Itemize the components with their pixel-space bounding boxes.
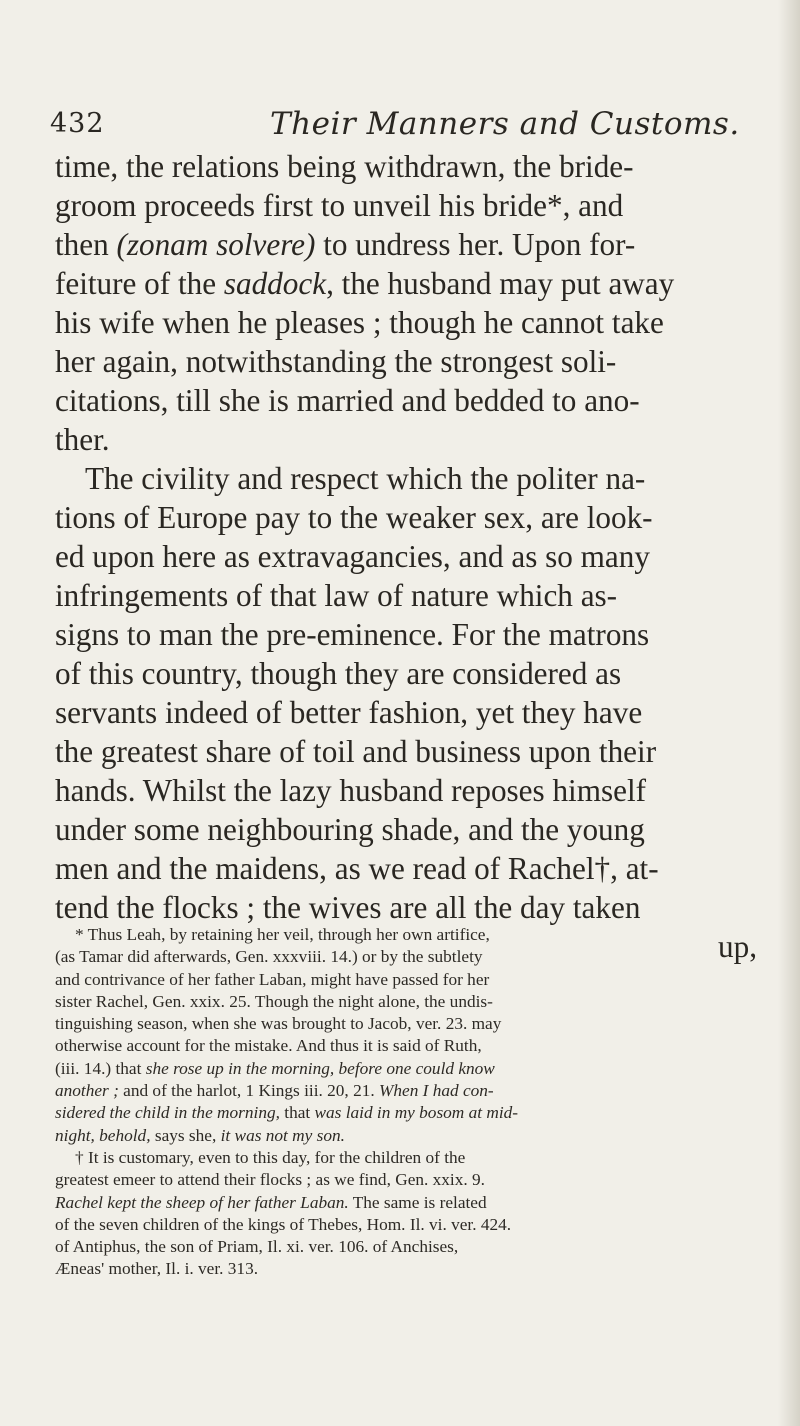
text-line: tions of Europe pay to the weaker sex, are look- bbox=[55, 500, 653, 535]
text-line: citations, till she is married and bedded to ano- bbox=[55, 383, 640, 418]
page-edge-shadow bbox=[778, 0, 800, 1426]
footnote-line: another ; and of the harlot, 1 Kings iii. 20, 21. When I had con- bbox=[55, 1081, 494, 1101]
running-head: Their Manners and Customs. bbox=[270, 106, 740, 142]
text-line: of this country, though they are considered as bbox=[55, 656, 622, 691]
footnote-marker-dagger: † bbox=[594, 851, 611, 886]
text-line: then (zonam solvere) to undress her. Upon for- bbox=[55, 227, 636, 262]
footnote-marker-asterisk: * bbox=[546, 188, 563, 223]
catchword: up, bbox=[718, 929, 757, 964]
footnote-line: (iii. 14.) that she rose up in the morning, before one could know bbox=[55, 1058, 495, 1078]
footnote-line: sidered the child in the morning, that was laid in my bosom at mid- bbox=[55, 1103, 519, 1123]
text-line: hands. Whilst the lazy husband reposes himself bbox=[55, 773, 647, 808]
text-line: ed upon here as extravagancies, and as so many bbox=[55, 539, 650, 574]
text-line: infringements of that law of nature which as- bbox=[55, 578, 618, 613]
text-line: his wife when he pleases ; though he cannot take bbox=[55, 305, 664, 340]
italic-term: saddock bbox=[223, 266, 327, 301]
text-line: groom proceeds first to unveil his bride*, and bbox=[55, 188, 624, 223]
footnote-line: tinguishing season, when she was brought to Jacob, ver. 23. may bbox=[55, 1014, 502, 1034]
footnote-line: sister Rachel, Gen. xxix. 25. Though the night alone, the undis- bbox=[55, 991, 493, 1011]
page-header bbox=[50, 108, 770, 148]
text-line: the greatest share of toil and business upon their bbox=[55, 734, 657, 769]
footnote-line: Æneas' mother, Il. i. ver. 313. bbox=[55, 1259, 259, 1279]
footnote-line: and contrivance of her father Laban, might have passed for her bbox=[55, 969, 490, 989]
text-line: signs to man the pre-eminence. For the matrons bbox=[55, 617, 650, 652]
footnote-line: night, behold, says she, it was not my son. bbox=[55, 1125, 345, 1145]
footnote-line: * Thus Leah, by retaining her veil, through her own artifice, bbox=[75, 925, 490, 944]
text-line: men and the maidens, as we read of Rachel†, at- bbox=[55, 851, 659, 886]
footnote-line: otherwise account for the mistake. And thus it is said of Ruth, bbox=[55, 1036, 482, 1056]
footnote-line: † It is customary, even to this day, for the children of the bbox=[75, 1147, 466, 1167]
italic-phrase: (zonam solvere) bbox=[116, 227, 316, 262]
footnote-line: of Antiphus, the son of Priam, Il. xi. ver. 106. of Anchises, bbox=[55, 1237, 459, 1257]
text-line: under some neighbouring shade, and the young bbox=[55, 812, 645, 847]
footnote-line: (as Tamar did afterwards, Gen. xxxviii. 14.) or by the subtlety bbox=[55, 947, 483, 967]
paragraph-start-line: The civility and respect which the politer na- bbox=[85, 461, 646, 496]
footnote-line: Rachel kept the sheep of her father Laban. The same is related bbox=[55, 1192, 487, 1212]
main-text bbox=[55, 147, 767, 966]
text-line: tend the flocks ; the wives are all the day taken bbox=[55, 890, 641, 925]
text-line: servants indeed of better fashion, yet they have bbox=[55, 695, 643, 730]
footnote-line: of the seven children of the kings of Thebes, Hom. Il. vi. ver. 424. bbox=[55, 1214, 512, 1234]
text-line: time, the relations being withdrawn, the bride- bbox=[55, 149, 634, 184]
footnote-line: greatest emeer to attend their flocks ; as we find, Gen. xxix. 9. bbox=[55, 1170, 485, 1190]
text-line: ther. bbox=[55, 422, 110, 457]
text-line: feiture of the saddock, the husband may put away bbox=[55, 266, 675, 301]
page-number: 432 bbox=[50, 108, 105, 139]
text-line: her again, notwithstanding the strongest soli- bbox=[55, 344, 617, 379]
footnotes bbox=[55, 924, 767, 1281]
